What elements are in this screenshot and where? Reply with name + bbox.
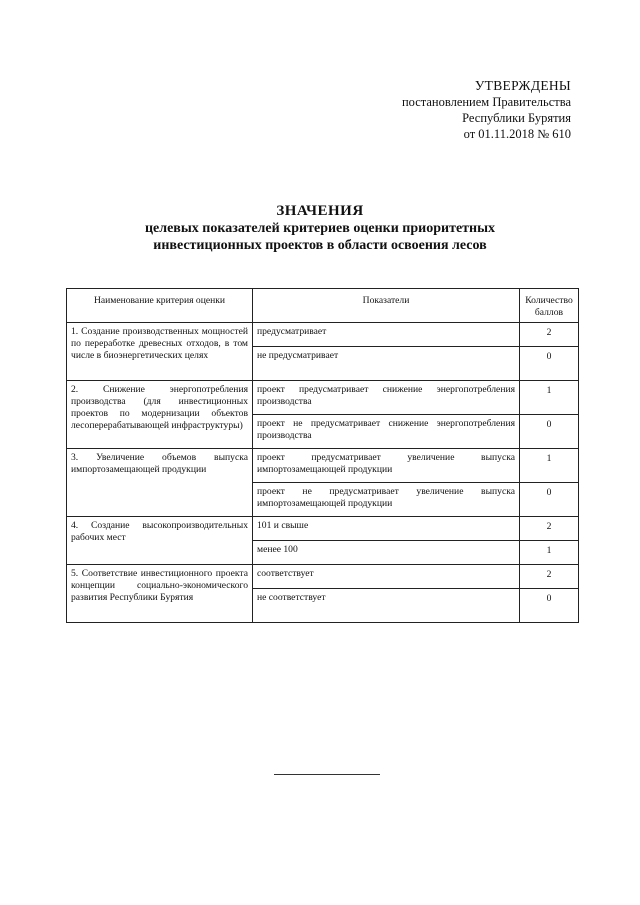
score-cell: 0 [520, 415, 579, 449]
indicator-cell: не предусматривает [253, 347, 520, 381]
table-row [67, 517, 579, 541]
approval-block [402, 78, 571, 142]
table-row [67, 565, 579, 589]
table-header-row [67, 289, 579, 323]
score-cell: 0 [520, 483, 579, 517]
document-title-main: ЗНАЧЕНИЯ [276, 203, 364, 219]
score-cell: 1 [520, 449, 579, 483]
indicator-cell: не соответствует [253, 589, 520, 623]
score-cell: 0 [520, 347, 579, 381]
indicator-cell: проект предусматривает увеличение выпуска импортозамещающей продукции [253, 449, 520, 483]
approval-line-2: Республики Бурятия [462, 111, 571, 125]
indicator-cell: менее 100 [253, 541, 520, 565]
score-cell: 0 [520, 589, 579, 623]
score-cell: 2 [520, 323, 579, 347]
criterion-cell: 1. Создание производственных мощностей по переработке древесных отходов, в том числе в биоэнергетических целях [67, 323, 253, 381]
indicator-cell: проект не предусматривает увеличение выпуска импортозамещающей продукции [253, 483, 520, 517]
score-cell: 1 [520, 541, 579, 565]
indicator-cell: 101 и свыше [253, 517, 520, 541]
criterion-cell: 4. Создание высокопроизводительных рабочих мест [67, 517, 253, 565]
table-row [67, 381, 579, 415]
document-title-line-1: целевых показателей критериев оценки приоритетных [144, 221, 496, 236]
indicator-cell: предусматривает [253, 323, 520, 347]
criteria-table [66, 288, 579, 623]
table-row [67, 449, 579, 483]
criterion-cell: 2. Снижение энергопотребления производства (для инвестиционных проектов по модернизации объектов лесоперерабатывающей инфраструктуры) [67, 381, 253, 449]
footer-divider [274, 774, 380, 775]
table-row [67, 323, 579, 347]
criterion-cell: 5. Соответствие инвестиционного проекта концепции социально-экономического развития Республики Бурятия [67, 565, 253, 623]
header-score: Количество баллов [520, 289, 579, 323]
indicator-cell: проект предусматривает снижение энергопотребления производства [253, 381, 520, 415]
score-cell: 2 [520, 517, 579, 541]
document-title [0, 203, 640, 254]
approval-line-3: от 01.11.2018 № 610 [463, 127, 571, 141]
indicator-cell: проект не предусматривает снижение энергопотребления производства [253, 415, 520, 449]
criterion-cell: 3. Увеличение объемов выпуска импортозамещающей продукции [67, 449, 253, 517]
approval-title: УТВЕРЖДЕНЫ [474, 78, 571, 93]
header-criterion: Наименование критерия оценки [67, 289, 253, 323]
score-cell: 1 [520, 381, 579, 415]
header-indicators: Показатели [253, 289, 520, 323]
approval-line-1: постановлением Правительства [401, 95, 571, 109]
document-title-line-2: инвестиционных проектов в области освоения лесов [153, 238, 487, 253]
score-cell: 2 [520, 565, 579, 589]
indicator-cell: соответствует [253, 565, 520, 589]
